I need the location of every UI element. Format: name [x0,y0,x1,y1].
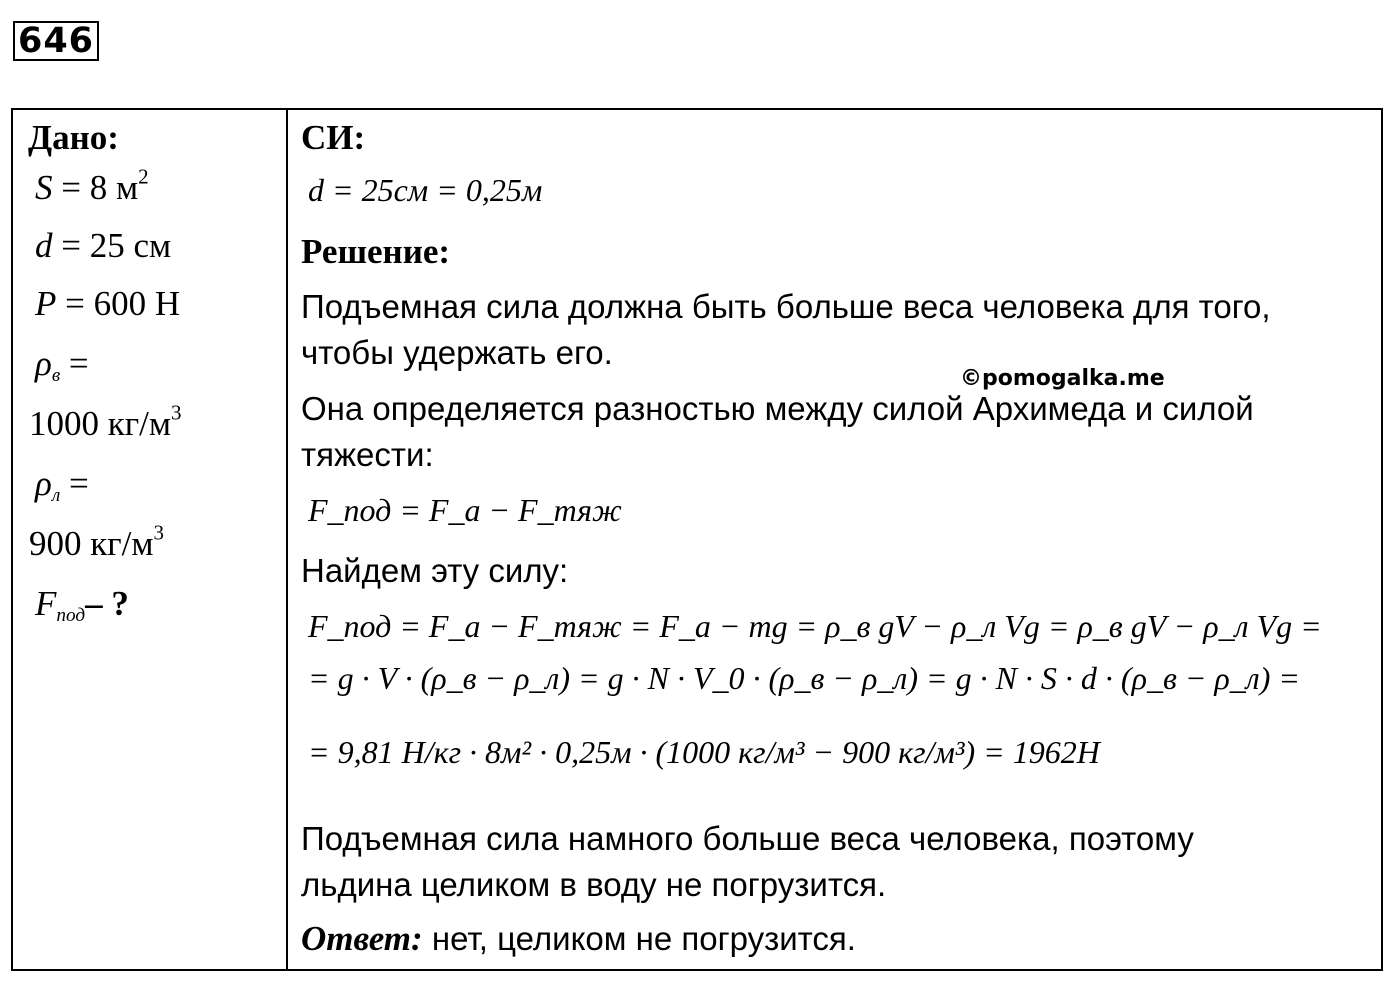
given-water-density-value: 1000 $кг/м^3$ [29,400,182,443]
solution-heading: Решение: [301,232,451,271]
given-ice-density-value: 900 $кг/м^3$ [29,520,164,563]
answer-text: нет, целиком не погрузится. [422,920,856,957]
problem-number: 646 [13,21,99,61]
answer [301,916,856,962]
given-heading: Дано: [28,118,119,157]
formula-lift-force: F_под = F_а − F_тяж [308,492,622,528]
solution-paragraph-1: Подъемная сила должна быть больше веса человека для того, чтобы удержать его. [301,288,1271,371]
given-depth: d = 25 см [35,226,172,265]
solution-table [11,108,1383,971]
given-weight: P = 600 Н [35,284,181,323]
solution-paragraph-3: Найдем эту силу: [301,552,569,589]
solution-paragraph-2: Она определяется разностью между силой Архимеда и силой тяжести: [301,390,1254,473]
given-water-density-label: $\rho_в$ = [35,344,89,386]
si-heading: СИ: [301,118,366,157]
derivation-line-3: = 9,81 Н/кг · 8м² · 0,25м · (1000 кг/м³ − 900 кг/м³) = 1962Н [308,734,1100,770]
solution-column [288,110,1381,969]
given-unknown: $F_{под}-$ ? [35,584,129,626]
watermark: ©pomogalka.me [960,366,1165,391]
given-column [13,110,286,969]
given-ice-density-label: $\rho_л$ = [35,464,89,506]
answer-label: Ответ: [301,919,423,958]
derivation-line-2: = g · V · (ρ_в − ρ_л) = g · N · V_0 · (ρ_в − ρ_л) = g · N · S · d · (ρ_в − ρ_л) = [308,660,1300,696]
solution-paragraph-4: Подъемная сила намного больше веса человека, поэтому льдина целиком в воду не погрузится. [301,820,1194,903]
given-area: S = 8 $м^2$ [35,164,149,207]
si-conversion: d = 25см = 0,25м [308,172,543,208]
derivation-line-1: F_под = F_а − F_тяж = F_а − mg = ρ_в gV − ρ_л Vg = ρ_в gV − ρ_л Vg = [308,608,1322,644]
